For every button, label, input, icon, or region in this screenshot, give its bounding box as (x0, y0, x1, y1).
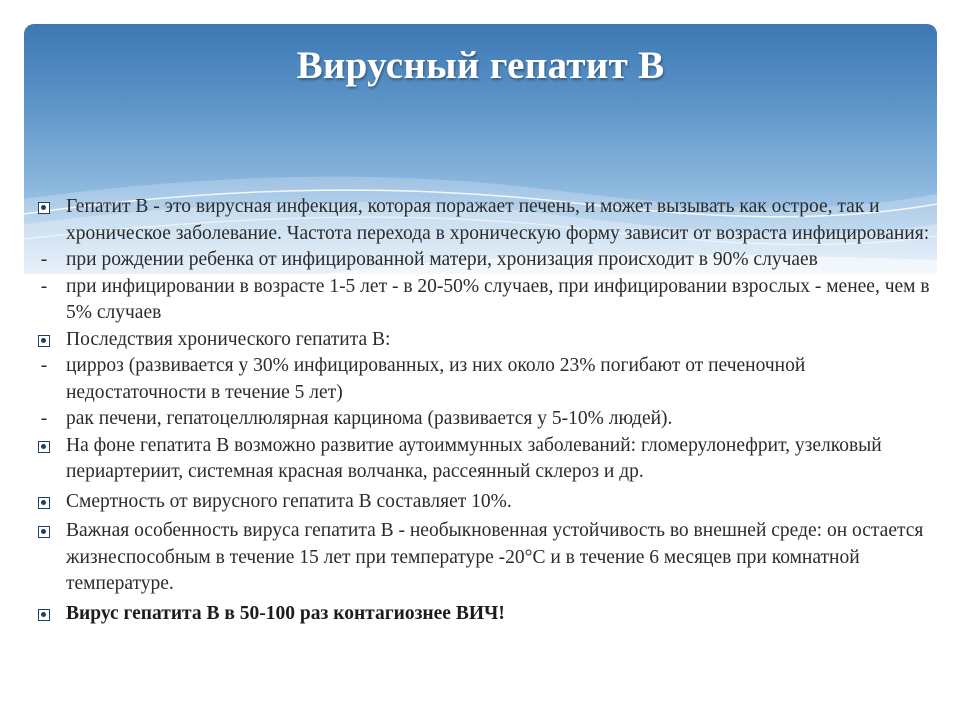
list-item-text: Смертность от вирусного гепатита В составляет 10%. (66, 490, 512, 512)
slide-body (34, 194, 934, 627)
list-item (34, 406, 934, 433)
list-item (34, 601, 934, 628)
dash-marker: - (40, 408, 48, 429)
dash-marker: - (40, 249, 48, 270)
list-item-text: цирроз (развивается у 30% инфицированных, из них около 23% погибают от печеночной недостаточности в течение 5 лет) (66, 355, 806, 403)
list-item (34, 247, 934, 274)
square-bullet-icon (34, 489, 54, 518)
square-bullet-icon (34, 518, 54, 547)
square-bullet-icon (34, 327, 54, 356)
square-bullet-icon (34, 194, 54, 223)
list-item (34, 194, 934, 247)
list-item-text: рак печени, гепатоцеллюлярная карцинома (развивается у 5-10% людей). (66, 408, 673, 429)
list-item (34, 353, 934, 406)
square-bullet-icon (34, 433, 54, 462)
square-bullet-icon (34, 601, 54, 630)
list-item-text: Важная особенность вируса гепатита В - необыкновенная устойчивость во внешней среде: он остается жизнеспособным в течение 15 лет при температуре -20°С и в течение 6 месяцев при комнатной температуре. (66, 520, 924, 594)
list-item (34, 327, 934, 354)
list-item (34, 274, 934, 327)
list-item-text: при инфицировании в возрасте 1-5 лет - в 20-50% случаев, при инфицировании взрослых - менее, чем в 5% случаев (66, 275, 930, 323)
dash-marker: - (40, 275, 48, 297)
list-item-text-emphasis: Вирус гепатита В в 50-100 раз контагиознее ВИЧ! (66, 602, 505, 624)
list-item (34, 518, 934, 598)
list-item-text: На фоне гепатита В возможно развитие аутоиммунных заболеваний: гломерулонефрит, узелковый периартериит, системная красная волчанка, рассеянный склероз и др. (66, 434, 882, 482)
slide-title: Вирусный гепатит В (296, 44, 665, 87)
list-item (34, 489, 934, 516)
list-item-text: при рождении ребенка от инфицированной матери, хронизация происходит в 90% случаев (66, 249, 818, 270)
list-item-text: Последствия хронического гепатита В: (66, 328, 391, 350)
dash-marker: - (40, 355, 48, 376)
list-item (34, 433, 934, 486)
list-item-text: Гепатит В - это вирусная инфекция, которая поражает печень, и может вызывать как острое, так и хроническое заболевание. Частота перехода в хроническую форму зависит от возраста инфицирования: (66, 196, 930, 244)
